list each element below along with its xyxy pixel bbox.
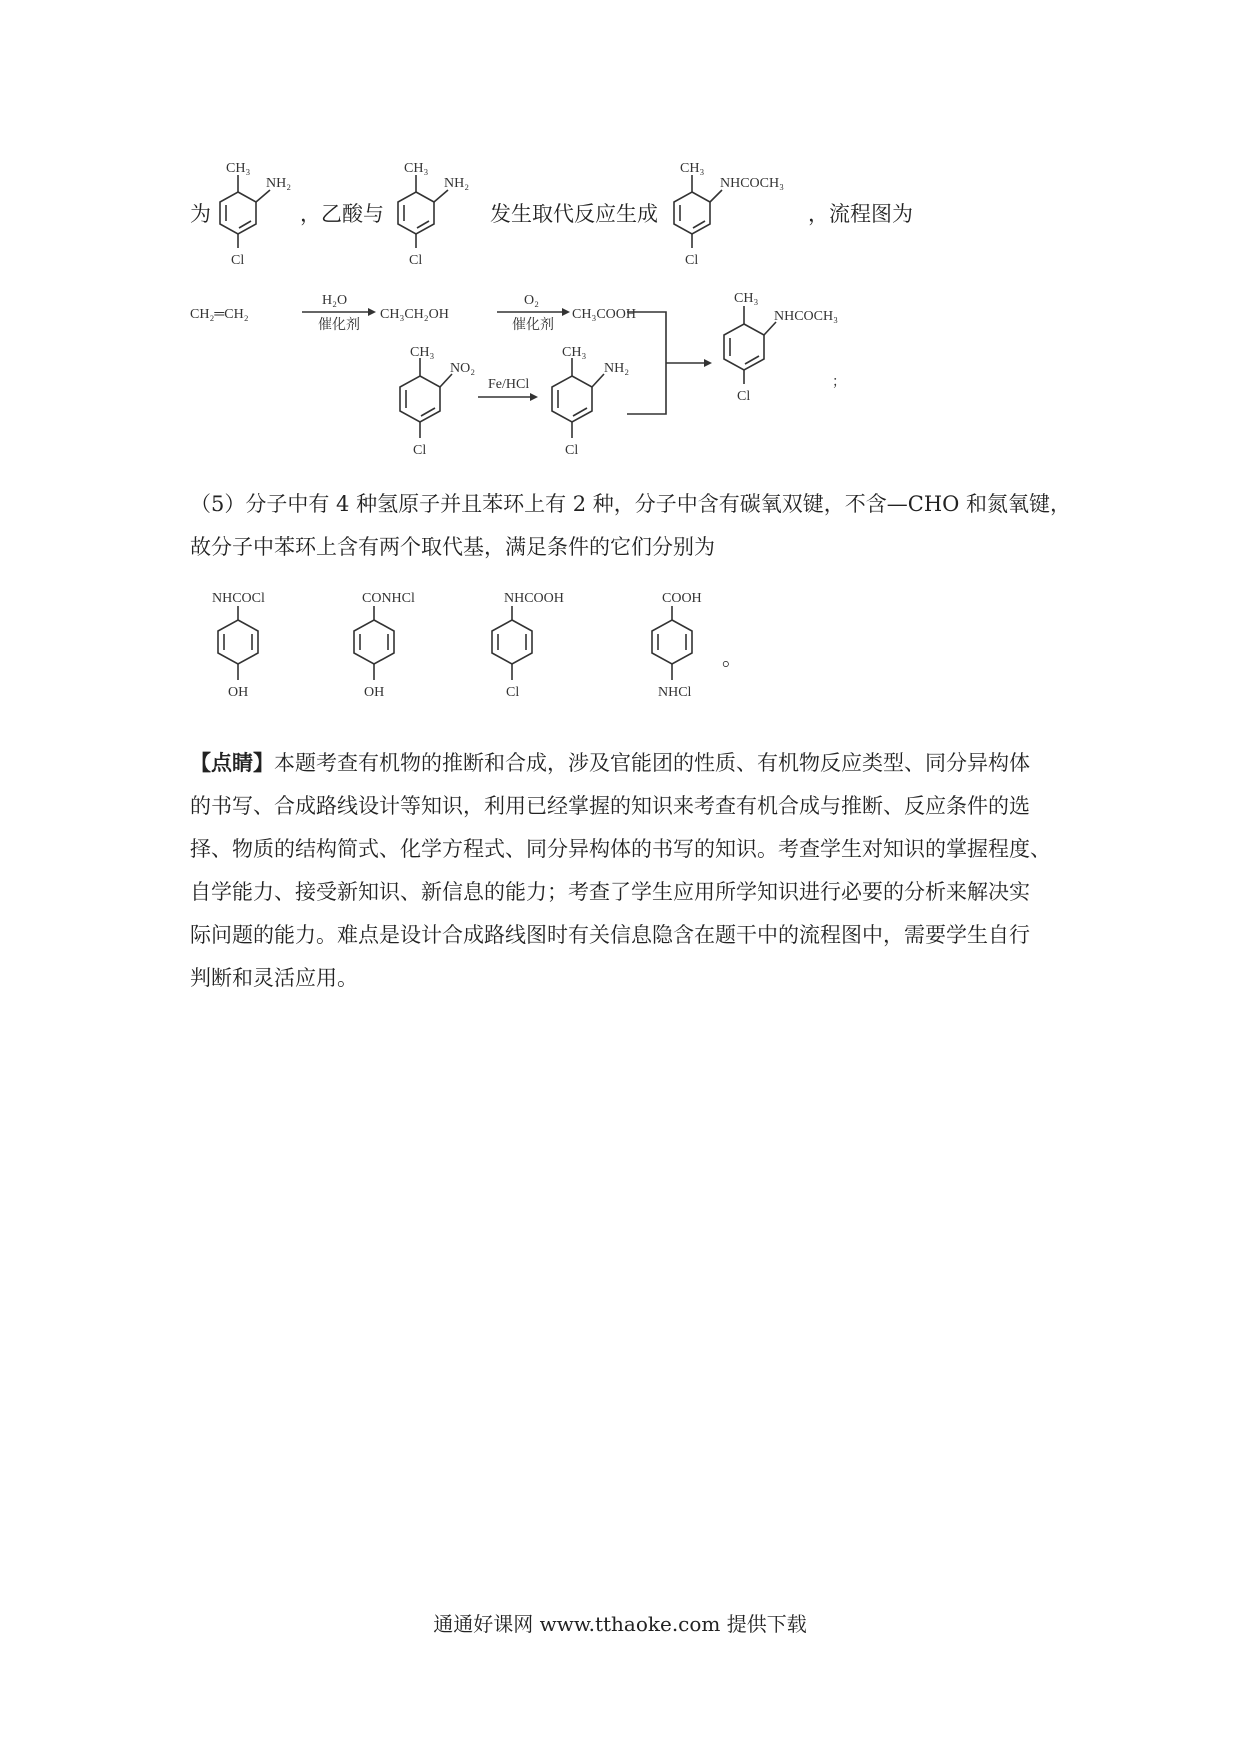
isomer-2 (344, 590, 454, 730)
nh2-label: NH₂ (266, 176, 292, 191)
cl-label: Cl (565, 443, 579, 458)
page-footer: 通通好课网 www.tthaoke.com 提供下载 (433, 1612, 807, 1636)
comment-line-1: 【点睛】本题考查有机物的推断和合成，涉及官能团的性质、有机物反应类型、同分异构体 (190, 750, 1030, 775)
arrow-4-head (704, 359, 712, 367)
nhcoch3-label: NHCOCH₃ (774, 309, 838, 324)
part5-paragraph (190, 483, 1072, 569)
text-substitution: 发生取代反应生成 (490, 202, 658, 226)
reagent-2-top: O₂ (524, 293, 539, 308)
comment-line-4: 自学能力、接受新知识、新信息的能力；考查了学生应用所学知识进行必要的分析来解决实 (190, 880, 1030, 904)
cl-label: Cl (409, 253, 423, 268)
ch3-label: CH₃ (680, 161, 705, 176)
nh2-label: NH₂ (444, 176, 470, 191)
ch3-label: CH₃ (226, 161, 251, 176)
ch3-label: CH₃ (410, 345, 435, 360)
part5-line-2: 故分子中苯环上含有两个取代基，满足条件的它们分别为 (190, 535, 715, 559)
comment-line-5: 际问题的能力。难点是设计合成路线图时有关信息隐含在题干中的流程图中，需要学生自行 (190, 923, 1030, 947)
arrow-1-head (368, 308, 376, 316)
isomer-1 (208, 590, 318, 730)
merge-bracket (627, 312, 666, 414)
isomer-4-bottom: NHCl (658, 685, 692, 700)
molecule-methyl-chloroaniline-1 (210, 160, 300, 280)
isomer-2-top: CONHCl (362, 591, 415, 606)
isomer-2-bottom: OH (364, 685, 385, 700)
isomer-1-bottom: OH (228, 685, 249, 700)
ch3-label: CH₃ (734, 291, 759, 306)
nh2-label: NH₂ (604, 361, 630, 376)
reagent-1-bottom: 催化剂 (318, 318, 360, 333)
isomers-end-mark: 。 (722, 646, 743, 670)
arrow-3-head (530, 393, 538, 401)
molecule-nitrotoluene (400, 345, 475, 458)
comment-line-6: 判断和灵活应用。 (190, 966, 358, 990)
no2-label: NO₂ (450, 361, 476, 376)
text-comma-acetic: ，乙酸与 (300, 202, 384, 226)
cl-label: Cl (231, 253, 245, 268)
ch3-label: CH₃ (562, 345, 587, 360)
molecule-acetamide-product (724, 291, 838, 404)
nhcoch3-label: NHCOCH₃ (720, 176, 784, 191)
arrow-2-head (562, 308, 570, 316)
isomer-3-top: NHCOOH (504, 591, 564, 606)
isomer-3-bottom: Cl (506, 685, 520, 700)
comment-line-2: 的书写、合成路线设计等知识，利用已经掌握的知识来考查有机合成与推断、反应条件的选 (190, 794, 1030, 818)
comment-paragraph (190, 741, 1060, 1000)
isomer-1-top: NHCOCl (212, 591, 265, 606)
part5-line-1: （5）分子中有 4 种氢原子并且苯环上有 2 种，分子中含有碳氧双键，不含—CHO 和氮氧键， (190, 492, 1072, 516)
isomer-3 (482, 590, 592, 730)
reagent-2-bottom: 催化剂 (512, 318, 554, 333)
comment-line-3: 择、物质的结构简式、化学方程式、同分异构体的书写的知识。考查学生对知识的掌握程度、 (190, 837, 1051, 861)
cl-label: Cl (685, 253, 699, 268)
reagent-3: Fe/HCl (488, 377, 530, 392)
isomer-4-top: COOH (662, 591, 702, 606)
ethylene-formula: CH₂═CH₂ (190, 307, 249, 322)
ethanol-formula: CH₃CH₂OH (380, 307, 449, 322)
route-end-mark: ； (832, 375, 846, 390)
text-flow-intro: ，流程图为 (808, 202, 913, 226)
molecule-methyl-chloroaniline-3 (552, 345, 629, 458)
comment-tag: 【点睛】 (190, 750, 274, 775)
reagent-1-top: H₂O (322, 293, 348, 308)
cl-label: Cl (413, 443, 427, 458)
synthesis-route (190, 284, 1070, 464)
molecule-methyl-chloroaniline-2 (388, 160, 478, 280)
molecule-acetamide-1 (664, 160, 814, 280)
ch3-label: CH₃ (404, 161, 429, 176)
acetic-acid-formula: CH₃COOH (572, 307, 636, 322)
cl-label: Cl (737, 389, 751, 404)
text-wei: 为 (190, 202, 211, 226)
